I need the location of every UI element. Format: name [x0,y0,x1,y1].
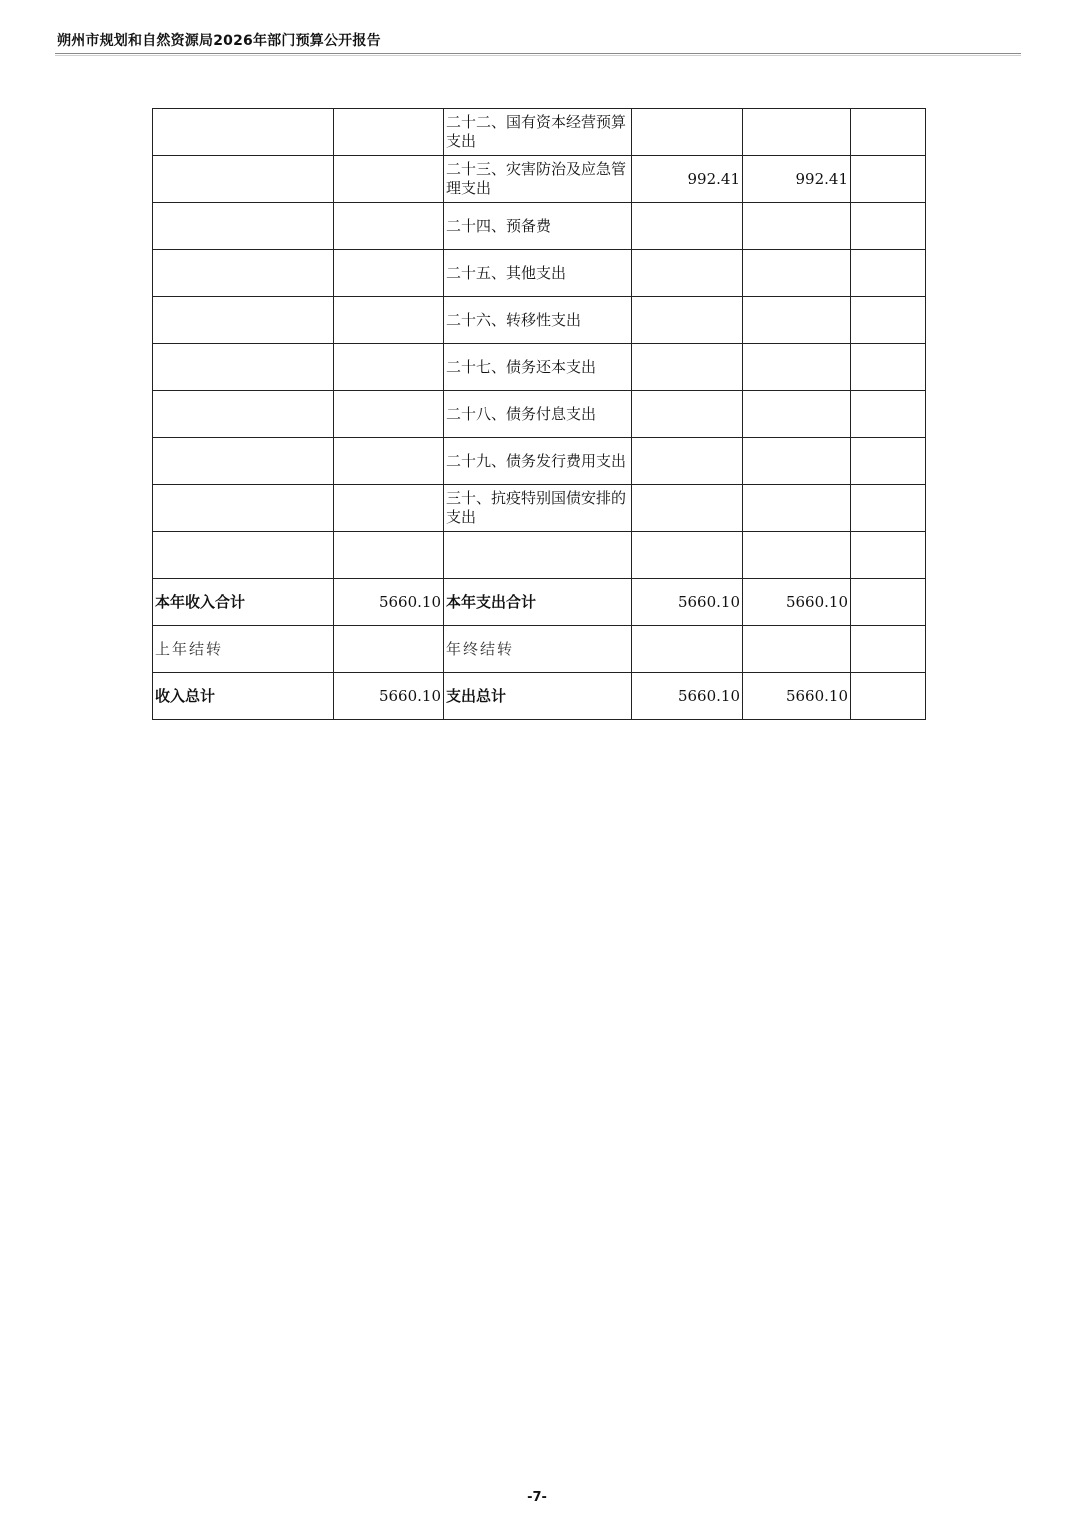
expense-amount-cell [632,532,743,579]
expense-other-cell [851,626,926,673]
expense-item-cell: 二十五、其他支出 [444,250,632,297]
carryover-row [153,626,926,673]
grand-total-row [153,673,926,720]
income-amount-cell [334,203,444,250]
expense-general-budget-cell [743,109,851,156]
income-item-cell [153,297,334,344]
expense-grand-total-label: 支出总计 [444,673,632,720]
income-item-cell [153,109,334,156]
table-row [153,532,926,579]
page-header-title: 朔州市规划和自然资源局2026年部门预算公开报告 [57,33,381,49]
expense-general-budget-cell [743,250,851,297]
expense-item-cell: 二十七、债务还本支出 [444,344,632,391]
expense-grand-total-general-budget: 5660.10 [743,673,851,720]
income-grand-total-value: 5660.10 [334,673,444,720]
table-row [153,297,926,344]
expense-amount-cell [632,297,743,344]
income-item-cell [153,156,334,203]
expense-item-cell: 二十四、预备费 [444,203,632,250]
table-row [153,438,926,485]
table-row [153,344,926,391]
income-amount-cell [334,532,444,579]
expense-other-cell [851,297,926,344]
expense-general-budget-cell [743,203,851,250]
expense-other-cell [851,532,926,579]
income-amount-cell [334,344,444,391]
table-row [153,250,926,297]
expense-other-cell [851,156,926,203]
expense-general-budget-cell [743,438,851,485]
expense-item-cell: 二十六、转移性支出 [444,297,632,344]
income-amount-cell [334,156,444,203]
income-item-cell [153,250,334,297]
expense-other-cell [851,579,926,626]
expense-amount-cell [632,109,743,156]
expense-other-cell [851,673,926,720]
header-divider [55,53,1021,56]
income-item-cell [153,203,334,250]
expense-other-cell [851,109,926,156]
expense-other-cell [851,344,926,391]
income-item-cell [153,344,334,391]
income-item-cell [153,391,334,438]
expense-general-budget-cell [743,297,851,344]
budget-table [152,108,926,720]
year-end-carryover-label: 年终结转 [444,626,632,673]
expense-other-cell [851,438,926,485]
income-amount-cell [334,250,444,297]
expense-general-budget-cell [743,485,851,532]
year-expense-general-budget-total: 5660.10 [743,579,851,626]
expense-amount-cell [632,203,743,250]
year-end-carryover-general-budget [743,626,851,673]
expense-amount-cell: 992.41 [632,156,743,203]
income-amount-cell [334,438,444,485]
prior-year-carryover-value [334,626,444,673]
prior-year-carryover-label: 上年结转 [153,626,334,673]
expense-general-budget-cell [743,344,851,391]
expense-general-budget-cell [743,391,851,438]
year-expense-total-label: 本年支出合计 [444,579,632,626]
expense-amount-cell [632,391,743,438]
page-number: -7- [527,1490,547,1505]
year-income-total-value: 5660.10 [334,579,444,626]
expense-item-cell [444,532,632,579]
table-row [153,391,926,438]
expense-item-cell: 二十三、灾害防治及应急管理支出 [444,156,632,203]
income-amount-cell [334,109,444,156]
expense-amount-cell [632,438,743,485]
table-row [153,203,926,250]
table-row [153,485,926,532]
expense-item-cell: 二十九、债务发行费用支出 [444,438,632,485]
year-income-total-label: 本年收入合计 [153,579,334,626]
table-row [153,156,926,203]
income-grand-total-label: 收入总计 [153,673,334,720]
table-row [153,109,926,156]
year-end-carryover-value [632,626,743,673]
expense-general-budget-cell [743,532,851,579]
expense-general-budget-cell: 992.41 [743,156,851,203]
expense-item-cell: 二十八、债务付息支出 [444,391,632,438]
expense-other-cell [851,203,926,250]
expense-amount-cell [632,485,743,532]
expense-item-cell: 三十、抗疫特别国债安排的支出 [444,485,632,532]
expense-other-cell [851,391,926,438]
year-expense-total-value: 5660.10 [632,579,743,626]
income-item-cell [153,438,334,485]
expense-other-cell [851,485,926,532]
income-item-cell [153,532,334,579]
income-amount-cell [334,391,444,438]
expense-other-cell [851,250,926,297]
expense-amount-cell [632,344,743,391]
expense-amount-cell [632,250,743,297]
year-total-row [153,579,926,626]
income-item-cell [153,485,334,532]
expense-item-cell: 二十二、国有资本经营预算支出 [444,109,632,156]
expense-grand-total-value: 5660.10 [632,673,743,720]
income-amount-cell [334,297,444,344]
income-amount-cell [334,485,444,532]
